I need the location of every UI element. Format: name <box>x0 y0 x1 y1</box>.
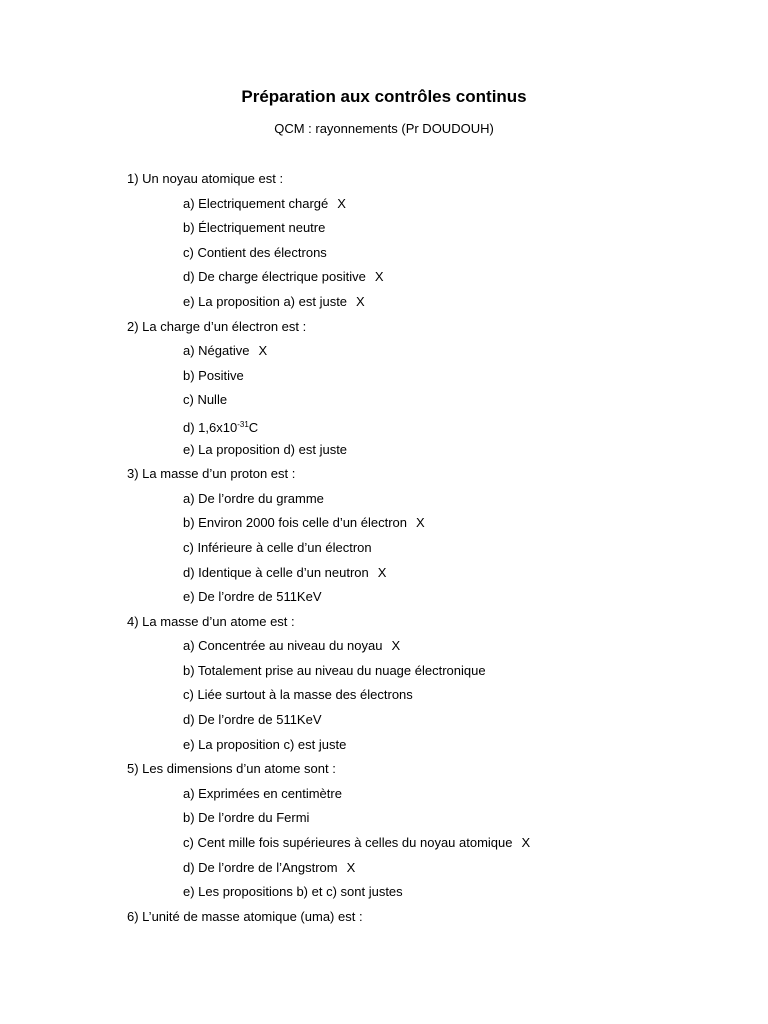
answer-option <box>183 194 727 219</box>
answer-mark: X <box>416 515 425 531</box>
answer-option <box>183 735 727 760</box>
answer-option <box>183 563 727 588</box>
answer-option <box>183 636 727 661</box>
option-text: e) La proposition d) est juste <box>183 441 348 457</box>
answer-mark: X <box>391 638 401 654</box>
answer-mark: X <box>521 835 531 851</box>
page-subtitle: QCM : rayonnements (Pr DOUDOUH) <box>274 121 494 136</box>
option-unit: C <box>248 419 259 435</box>
option-text: b) Environ 2000 fois celle d’un électron <box>183 515 408 531</box>
answer-option <box>183 390 727 415</box>
answer-option <box>183 267 727 292</box>
question-text: 2) La charge d’un électron est : <box>127 318 307 334</box>
option-text: d) De l’ordre de l’Angstrom <box>183 859 338 875</box>
question-item <box>127 317 727 465</box>
answer-mark: X <box>346 859 356 875</box>
answer-mark: X <box>258 343 268 359</box>
option-text: b) Électriquement neutre <box>183 220 326 236</box>
answer-option <box>183 538 727 563</box>
option-text: c) Inférieure à celle d’un électron <box>183 539 372 555</box>
option-exponent: -31 <box>237 419 249 429</box>
question-item <box>127 907 727 932</box>
question-item <box>127 759 727 907</box>
option-list <box>127 489 727 612</box>
question-text: 1) Un noyau atomique est : <box>127 171 284 186</box>
answer-option <box>183 292 727 317</box>
answer-option <box>183 808 727 833</box>
option-list <box>127 341 727 464</box>
question-text: 6) L’unité de masse atomique (uma) est : <box>127 908 363 924</box>
answer-option <box>183 415 727 440</box>
option-text: c) Liée surtout à la masse des électrons <box>183 687 413 703</box>
option-list <box>127 784 727 907</box>
option-list <box>127 636 727 759</box>
option-text: c) Contient des électrons <box>183 244 327 260</box>
option-text: d) De l’ordre de 511KeV <box>183 712 322 728</box>
option-text: e) De l’ordre de 511KeV <box>183 589 322 605</box>
option-text: b) Positive <box>183 367 244 383</box>
option-text: d) De charge électrique positive <box>183 269 366 285</box>
answer-option <box>183 661 727 686</box>
option-list <box>127 194 727 317</box>
page-title: Préparation aux contrôles continus <box>241 87 527 106</box>
answer-option <box>183 587 727 612</box>
answer-option <box>183 218 727 243</box>
question-list <box>127 169 727 931</box>
option-text: a) De l’ordre du gramme <box>183 490 324 506</box>
option-text: e) La proposition a) est juste <box>183 293 348 309</box>
answer-option <box>183 341 727 366</box>
answer-option <box>183 882 727 907</box>
answer-option <box>183 243 727 268</box>
answer-option <box>183 833 727 858</box>
question-text: 4) La masse d’un atome est : <box>127 613 295 629</box>
option-text: b) Totalement prise au niveau du nuage électronique <box>183 662 486 678</box>
answer-option <box>183 440 727 465</box>
answer-mark: X <box>356 293 365 309</box>
answer-option <box>183 489 727 514</box>
answer-option <box>183 784 727 809</box>
option-text: a) Exprimées en centimètre <box>183 785 342 801</box>
answer-mark: X <box>377 564 387 580</box>
option-text: c) Nulle <box>183 392 228 408</box>
option-text: e) Les propositions b) et c) sont justes <box>183 884 403 900</box>
question-item <box>127 169 727 317</box>
question-item <box>127 464 727 612</box>
question-text: 5) Les dimensions d’un atome sont : <box>127 761 336 777</box>
option-text: b) De l’ordre du Fermi <box>183 810 310 826</box>
option-text: c) Cent mille fois supérieures à celles du noyau atomique <box>183 835 513 851</box>
option-text: d) 1,6x10 <box>183 419 238 435</box>
answer-option <box>183 858 727 883</box>
answer-option <box>183 366 727 391</box>
answer-option <box>183 685 727 710</box>
option-text: a) Négative <box>183 343 250 359</box>
answer-mark: X <box>374 269 384 285</box>
option-text: d) Identique à celle d’un neutron <box>183 564 369 580</box>
answer-option <box>183 710 727 735</box>
option-text: a) Electriquement chargé <box>183 195 329 211</box>
question-item <box>127 612 727 760</box>
answer-option <box>183 513 727 538</box>
question-text: 3) La masse d’un proton est : <box>127 466 296 482</box>
option-text: e) La proposition c) est juste <box>183 736 347 752</box>
option-text: a) Concentrée au niveau du noyau <box>183 638 383 654</box>
answer-mark: X <box>337 195 346 211</box>
